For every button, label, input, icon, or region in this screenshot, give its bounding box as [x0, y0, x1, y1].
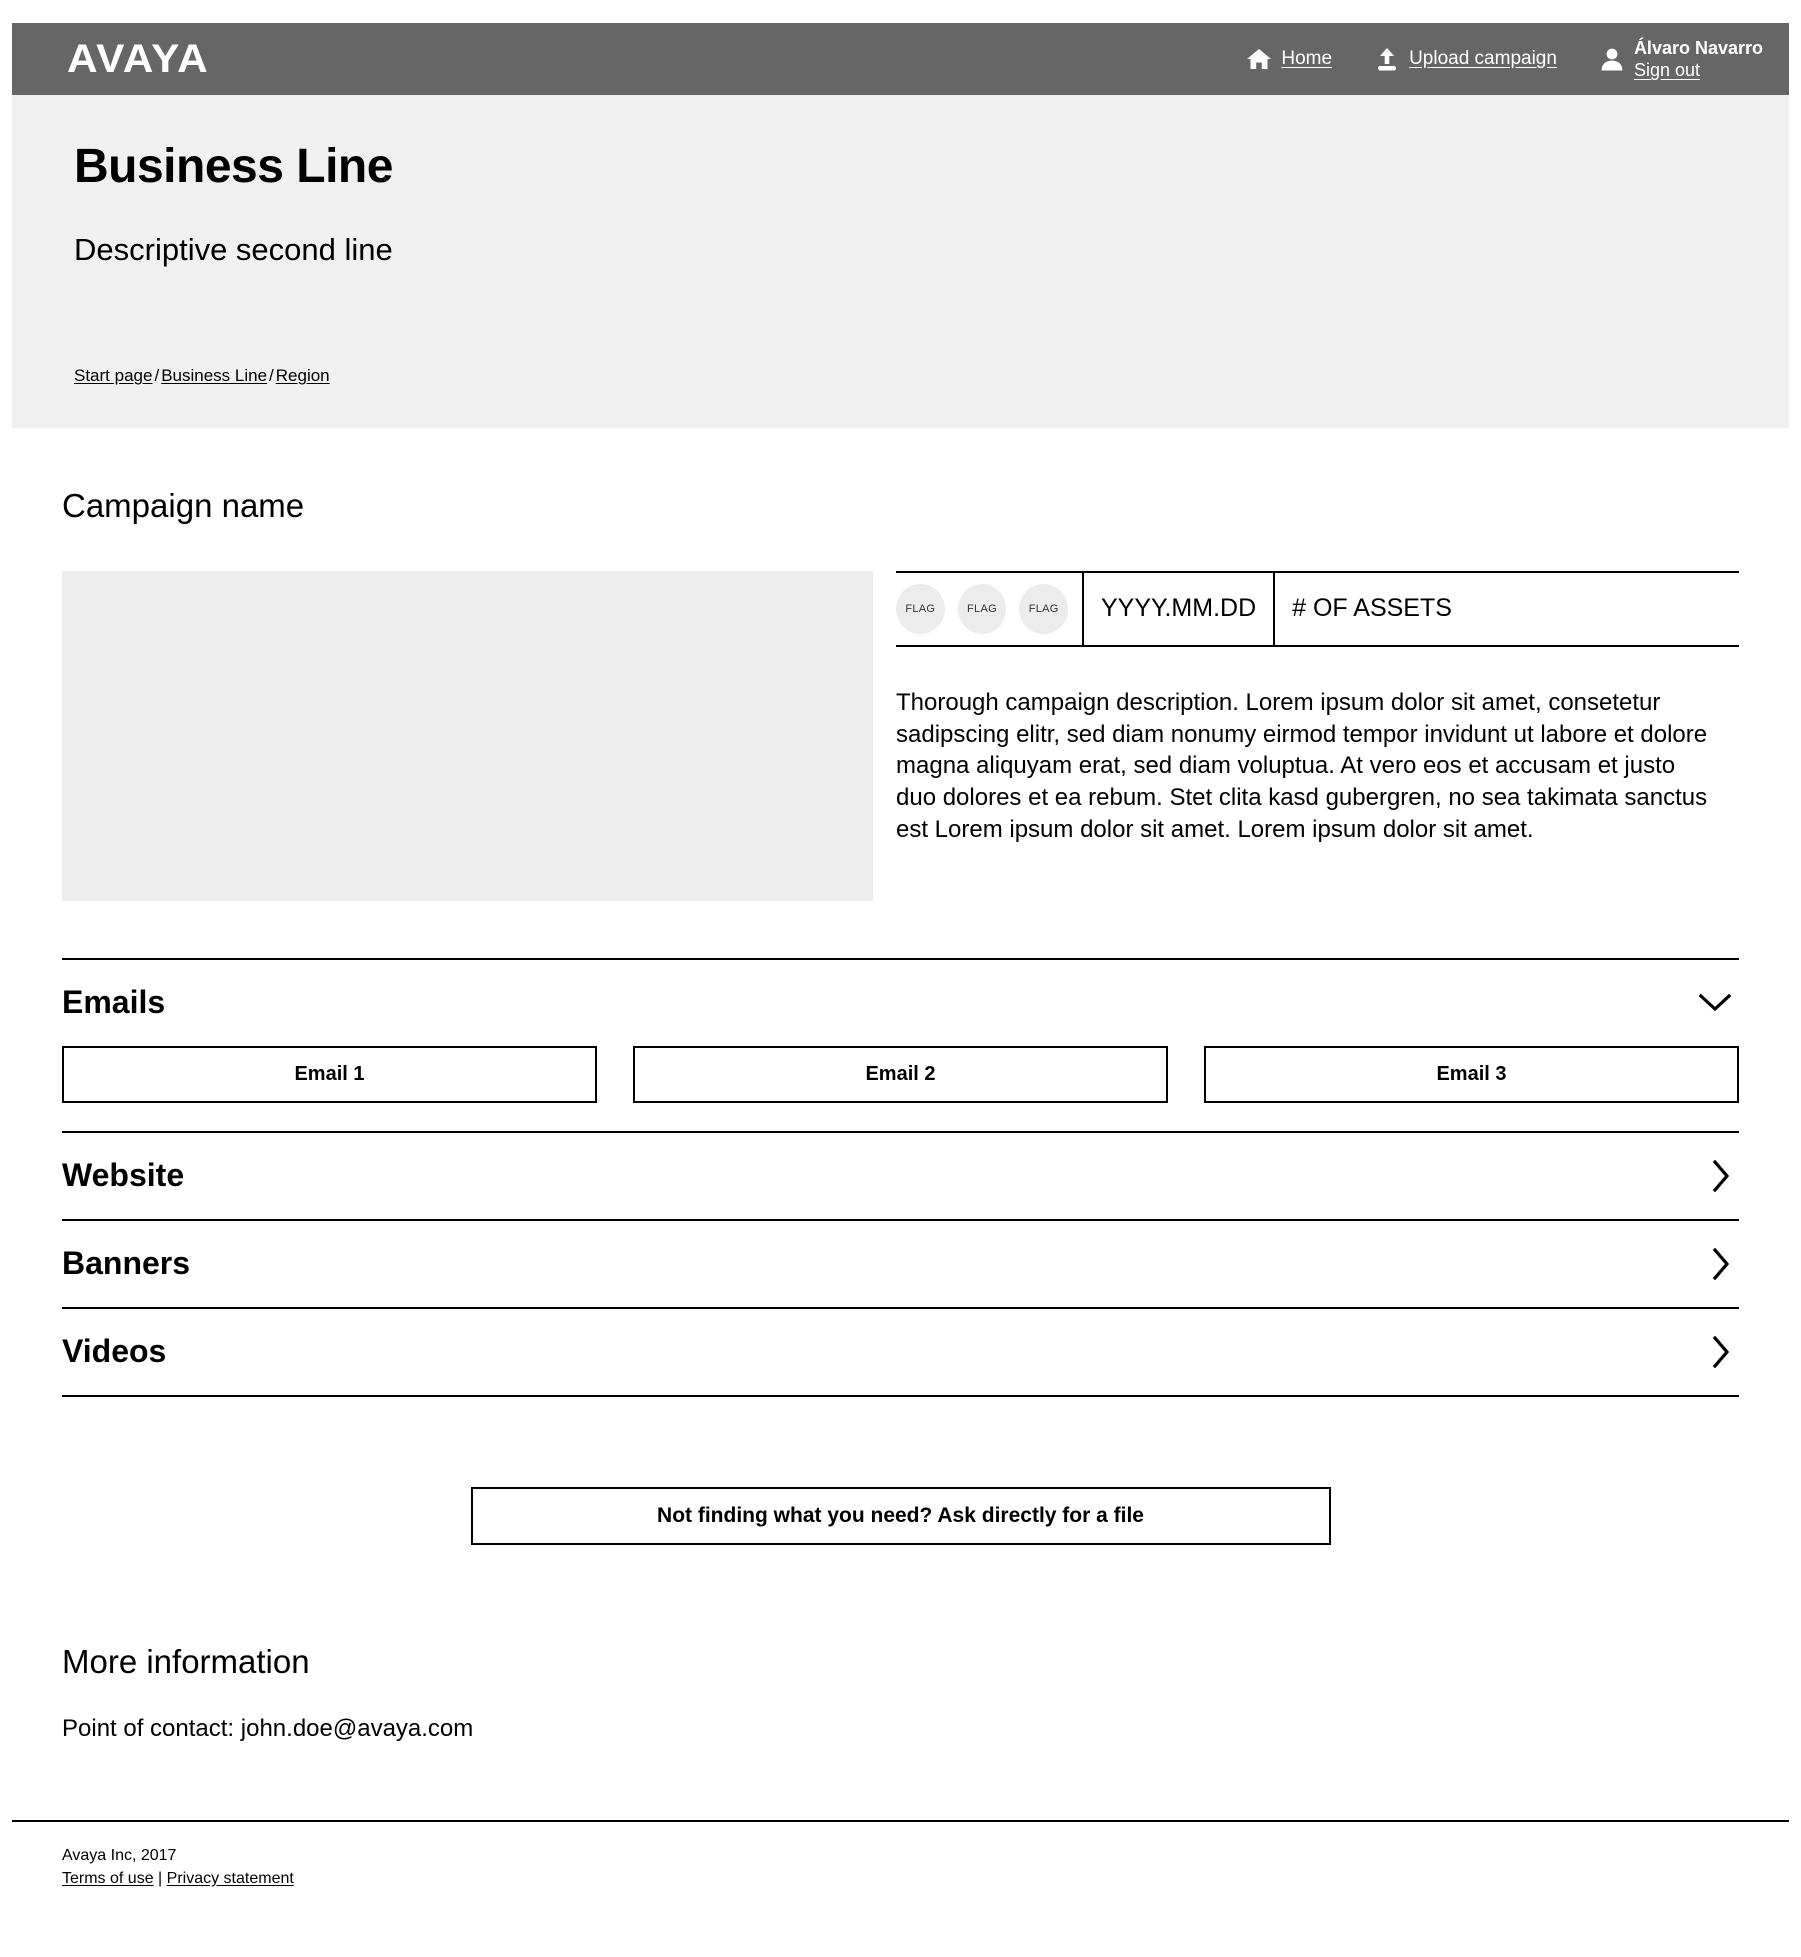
flag-badge[interactable]: FLAG [1019, 584, 1068, 634]
more-information-title: More information [62, 1642, 310, 1680]
accordion-banners [62, 1219, 1739, 1307]
home-icon [1246, 47, 1272, 71]
accordion-header-videos[interactable] [62, 1309, 1739, 1395]
campaign-date: YYYY.MM.DD [1082, 573, 1273, 645]
campaign-overview [62, 571, 1739, 901]
chevron-right-icon[interactable] [1711, 1160, 1739, 1192]
breadcrumb-separator: / [154, 366, 160, 385]
upload-icon [1374, 47, 1400, 72]
page-footer [0, 1822, 1801, 1920]
campaign-description: Thorough campaign description. Lorem ipsum dolor sit amet, consetetur sadipscing elitr, sed diam nonumy eirmod tempor invidunt ut labore et dolore magna aliquyam erat, sed diam voluptua. At vero eos et accusam et justo duo dolores et ea rebum. Stet clita kasd gubergren, no sea takimata sanctus est Lorem ipsum dolor sit amet. Lorem ipsum dolor sit amet. [896, 688, 1708, 844]
accordion-header-website[interactable] [62, 1133, 1739, 1219]
privacy-statement-link[interactable]: Privacy statement [166, 1869, 294, 1887]
accordion-header-banners[interactable] [62, 1221, 1739, 1307]
accordion-videos [62, 1307, 1739, 1397]
email-button-2[interactable]: Email 2 [633, 1046, 1168, 1103]
breadcrumb-item-region[interactable]: Region [275, 366, 330, 385]
main-content [0, 486, 1801, 1743]
hero-section [12, 95, 1789, 428]
campaign-asset-count: # OF ASSETS [1273, 573, 1739, 645]
flag-badge[interactable]: FLAG [896, 584, 945, 634]
terms-of-use-link[interactable]: Terms of use [62, 1869, 154, 1887]
page-title: Business Line [74, 140, 393, 193]
breadcrumb-item-start-page[interactable]: Start page [74, 366, 153, 385]
header-nav [1204, 37, 1763, 82]
chevron-right-icon[interactable] [1711, 1248, 1739, 1280]
nav-link-upload-campaign[interactable]: Upload campaign [1409, 48, 1557, 69]
email-button-row [62, 1046, 1739, 1103]
campaign-image-placeholder [62, 571, 873, 901]
breadcrumb [74, 366, 330, 386]
footer-copyright: Avaya Inc, 2017 [62, 1846, 177, 1864]
page-subtitle: Descriptive second line [74, 231, 393, 267]
breadcrumb-item-business-line[interactable]: Business Line [161, 366, 268, 385]
nav-item-upload-campaign[interactable] [1374, 47, 1557, 72]
accordion-emails [62, 958, 1739, 1131]
user-block [1634, 37, 1763, 82]
hero-text-block [12, 141, 1789, 268]
campaign-details [896, 571, 1739, 901]
chevron-down-icon[interactable] [1699, 993, 1739, 1013]
point-of-contact: Point of contact: john.doe@avaya.com [62, 1714, 474, 1742]
accordion-body-emails [62, 1046, 1739, 1131]
accordion-title-videos: Videos [62, 1333, 167, 1370]
sign-out-link[interactable]: Sign out [1633, 60, 1700, 80]
email-button-1[interactable]: Email 1 [62, 1046, 597, 1103]
person-icon [1599, 46, 1625, 72]
top-header-bar [12, 23, 1789, 95]
accordion-title-banners: Banners [62, 1245, 191, 1282]
user-name: Álvaro Navarro [1633, 37, 1763, 58]
accordion-website [62, 1131, 1739, 1219]
cta-section [62, 1487, 1739, 1545]
campaign-meta-table [896, 571, 1739, 647]
chevron-right-icon[interactable] [1711, 1336, 1739, 1368]
breadcrumb-separator: / [269, 366, 274, 385]
accordion-title-website: Website [62, 1157, 185, 1194]
asset-accordion-list [62, 958, 1739, 1397]
avaya-logo: AVAYA [67, 37, 210, 81]
accordion-header-emails[interactable] [62, 960, 1739, 1046]
nav-item-user [1599, 37, 1763, 82]
nav-item-home[interactable] [1246, 47, 1332, 71]
campaign-flags [896, 573, 1082, 645]
footer-link-separator: | [158, 1869, 163, 1887]
accordion-title-emails: Emails [62, 984, 166, 1021]
more-information-section [62, 1643, 1739, 1743]
nav-link-home[interactable]: Home [1281, 48, 1333, 69]
campaign-name: Campaign name [62, 487, 305, 524]
ask-for-file-button[interactable]: Not finding what you need? Ask directly for a file [471, 1487, 1331, 1545]
flag-badge[interactable]: FLAG [958, 584, 1007, 634]
footer-links [62, 1867, 1739, 1890]
email-button-3[interactable]: Email 3 [1204, 1046, 1739, 1103]
